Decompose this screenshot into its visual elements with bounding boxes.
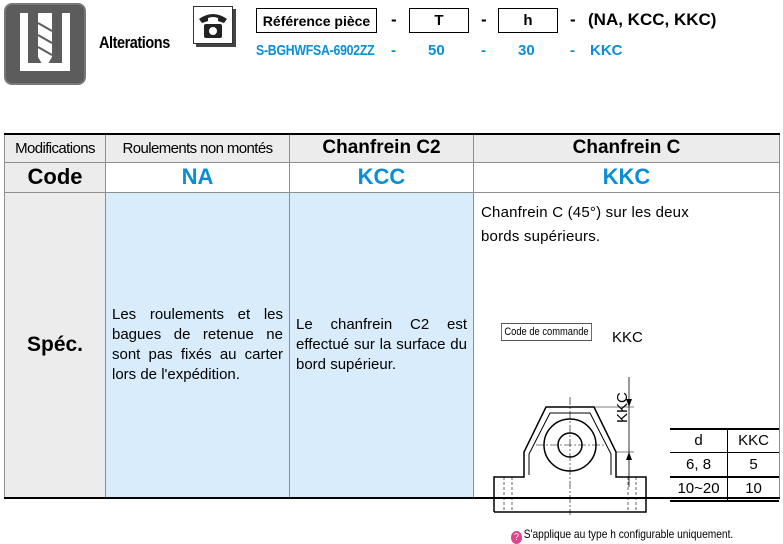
example-h: 30 — [518, 42, 535, 59]
spec-kkc-cell — [474, 192, 780, 543]
spec-na-text: Les roulements et les bagues de retenue ne sont pas fixés au carter lors de l'expédition. — [106, 192, 290, 498]
spec-kkc-text — [481, 201, 689, 249]
code-label: Code — [5, 162, 106, 192]
t-box — [409, 8, 469, 33]
mini-row-2-kkc: 10 — [728, 477, 779, 501]
phone-icon — [193, 6, 233, 44]
spec-label: Spéc. — [5, 192, 106, 498]
order-code-label: Code de commande — [501, 323, 592, 341]
info-icon: ? — [511, 531, 522, 544]
order-code-value: KKC — [612, 328, 643, 346]
alterations-title: Alterations — [99, 33, 170, 52]
spec-kcc-text: Le chanfrein C2 est effectué sur la surface du bord supérieur. — [290, 192, 474, 498]
example-ref: S-BGHWFSA-6902ZZ — [256, 42, 375, 59]
code-na: NA — [106, 162, 290, 192]
codes-label: (NA, KCC, KKC) — [588, 10, 717, 29]
header-kcc: Chanfrein C2 — [290, 134, 474, 162]
spec-kkc-line2: bords supérieurs. — [481, 227, 601, 245]
example-dash-3: - — [570, 42, 575, 59]
mini-header-d: d — [670, 429, 728, 453]
h-label: h — [523, 12, 533, 29]
kkc-dimension-table — [670, 428, 779, 502]
reference-box — [256, 8, 377, 33]
mini-row-2-d: 10~20 — [670, 477, 728, 501]
mini-row-1-kkc: 5 — [728, 453, 779, 477]
mini-row-1-d: 6, 8 — [670, 453, 728, 477]
example-t: 50 — [428, 42, 445, 59]
dash-3: - — [570, 10, 576, 29]
dash-1: - — [391, 10, 397, 29]
t-label: T — [434, 12, 444, 29]
dash-2: - — [481, 10, 487, 29]
header-na: Roulements non montés — [106, 134, 290, 162]
example-dash-2: - — [481, 42, 486, 59]
example-code: KKC — [590, 42, 623, 59]
mini-header-kkc: KKC — [728, 429, 779, 453]
alterations-table — [4, 133, 780, 543]
header-kkc: Chanfrein C — [474, 134, 780, 162]
code-kkc: KKC — [474, 162, 780, 192]
note-text: S'applique au type h configurable uniquement. — [523, 526, 734, 541]
spec-kkc-line1: Chanfrein C (45°) sur les deux — [481, 203, 689, 221]
dimension-label: KKC — [614, 391, 631, 423]
reference-label: Référence pièce — [262, 12, 371, 29]
drill-tool-icon — [4, 3, 86, 85]
bearing-housing-drawing — [484, 357, 674, 517]
applicability-note — [511, 527, 733, 544]
header-modifications: Modifications — [5, 134, 106, 162]
example-dash-1: - — [391, 42, 396, 59]
code-kcc: KCC — [290, 162, 474, 192]
h-box — [498, 8, 558, 33]
